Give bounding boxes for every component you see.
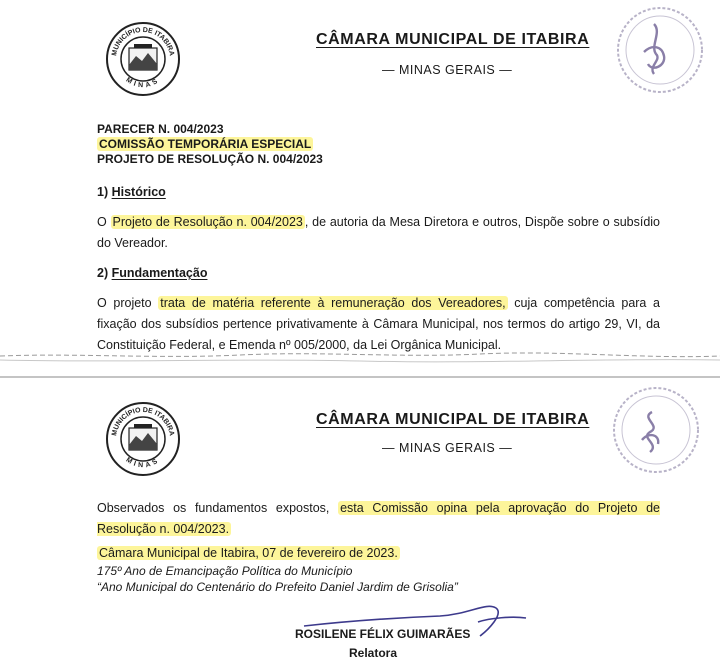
project-number: PROJETO DE RESOLUÇÃO N. 004/2023 <box>97 152 323 166</box>
commission-highlight: COMISSÃO TEMPORÁRIA ESPECIAL <box>99 137 312 151</box>
state-subtitle: — MINAS GERAIS — <box>382 63 513 77</box>
date-location <box>97 546 400 560</box>
svg-text:MINAS <box>125 457 162 470</box>
emancipation-year-line: 175º Ano de Emancipação Política do Município <box>97 564 353 578</box>
signer-name: ROSILENE FÉLIX GUIMARÃES <box>295 627 471 641</box>
section-number: 1) <box>97 185 109 199</box>
highlighted-text: trata de matéria referente à remuneração dos Vereadores, <box>160 296 506 310</box>
seal-top-text: MUNICÍPIO DE ITABIRA <box>111 26 175 57</box>
text-segment: O <box>97 215 111 229</box>
section-historico-heading <box>97 185 166 199</box>
conclusion-paragraph <box>97 498 660 540</box>
section-title: Fundamentação <box>111 266 208 280</box>
seal-bottom-text: MINAS <box>124 456 162 470</box>
page-break-divider <box>0 350 720 380</box>
state-subtitle: — MINAS GERAIS — <box>382 441 513 455</box>
commission-name <box>97 137 313 151</box>
section-fundamentacao-heading <box>97 266 207 280</box>
protocol-stamp-icon <box>600 382 710 482</box>
text-segment: O projeto <box>97 296 159 310</box>
centenary-year-line: “Ano Municipal do Centenário do Prefeito Daniel Jardim de Grisolia” <box>97 580 458 594</box>
section-number: 2) <box>97 266 109 280</box>
highlighted-text: Projeto de Resolução n. 004/2023 <box>112 215 303 229</box>
municipal-seal-icon <box>104 400 182 478</box>
document-page-2 <box>0 378 720 668</box>
text-segment: cuja competência para a fixação dos subsídios pertence privativamente à Câmara Municipal, nos termos do artigo 29, VI, da Constituição Federal, e Emenda nº 005/2000, da Lei Orgânica Municipal. <box>97 296 660 352</box>
section-title: Histórico <box>111 185 166 199</box>
text-segment: Observados os fundamentos expostos, <box>97 501 339 515</box>
chamber-title: CÂMARA MUNICIPAL DE ITABIRA <box>316 411 590 428</box>
seal-bottom-text: MINAS <box>124 76 162 90</box>
historico-paragraph <box>97 212 660 254</box>
chamber-title: CÂMARA MUNICIPAL DE ITABIRA <box>316 31 590 48</box>
highlighted-text: esta Comissão opina pela aprovação do Projeto de Resolução n. 004/2023. <box>97 501 661 536</box>
text-segment: , de autoria da Mesa Diretora e outros, Dispõe sobre o subsídio do Vereador. <box>97 215 660 250</box>
municipal-seal-icon <box>104 20 182 98</box>
highlighted-text: Câmara Municipal de Itabira, 07 de fevereiro de 2023. <box>99 546 398 560</box>
seal-top-text: MUNICÍPIO DE ITABIRA <box>111 406 175 437</box>
signer-role: Relatora <box>349 646 398 660</box>
svg-text:MINAS <box>125 77 162 90</box>
parecer-number: PARECER N. 004/2023 <box>97 122 224 136</box>
fundamentacao-paragraph <box>97 293 660 356</box>
protocol-stamp-icon <box>604 2 714 102</box>
